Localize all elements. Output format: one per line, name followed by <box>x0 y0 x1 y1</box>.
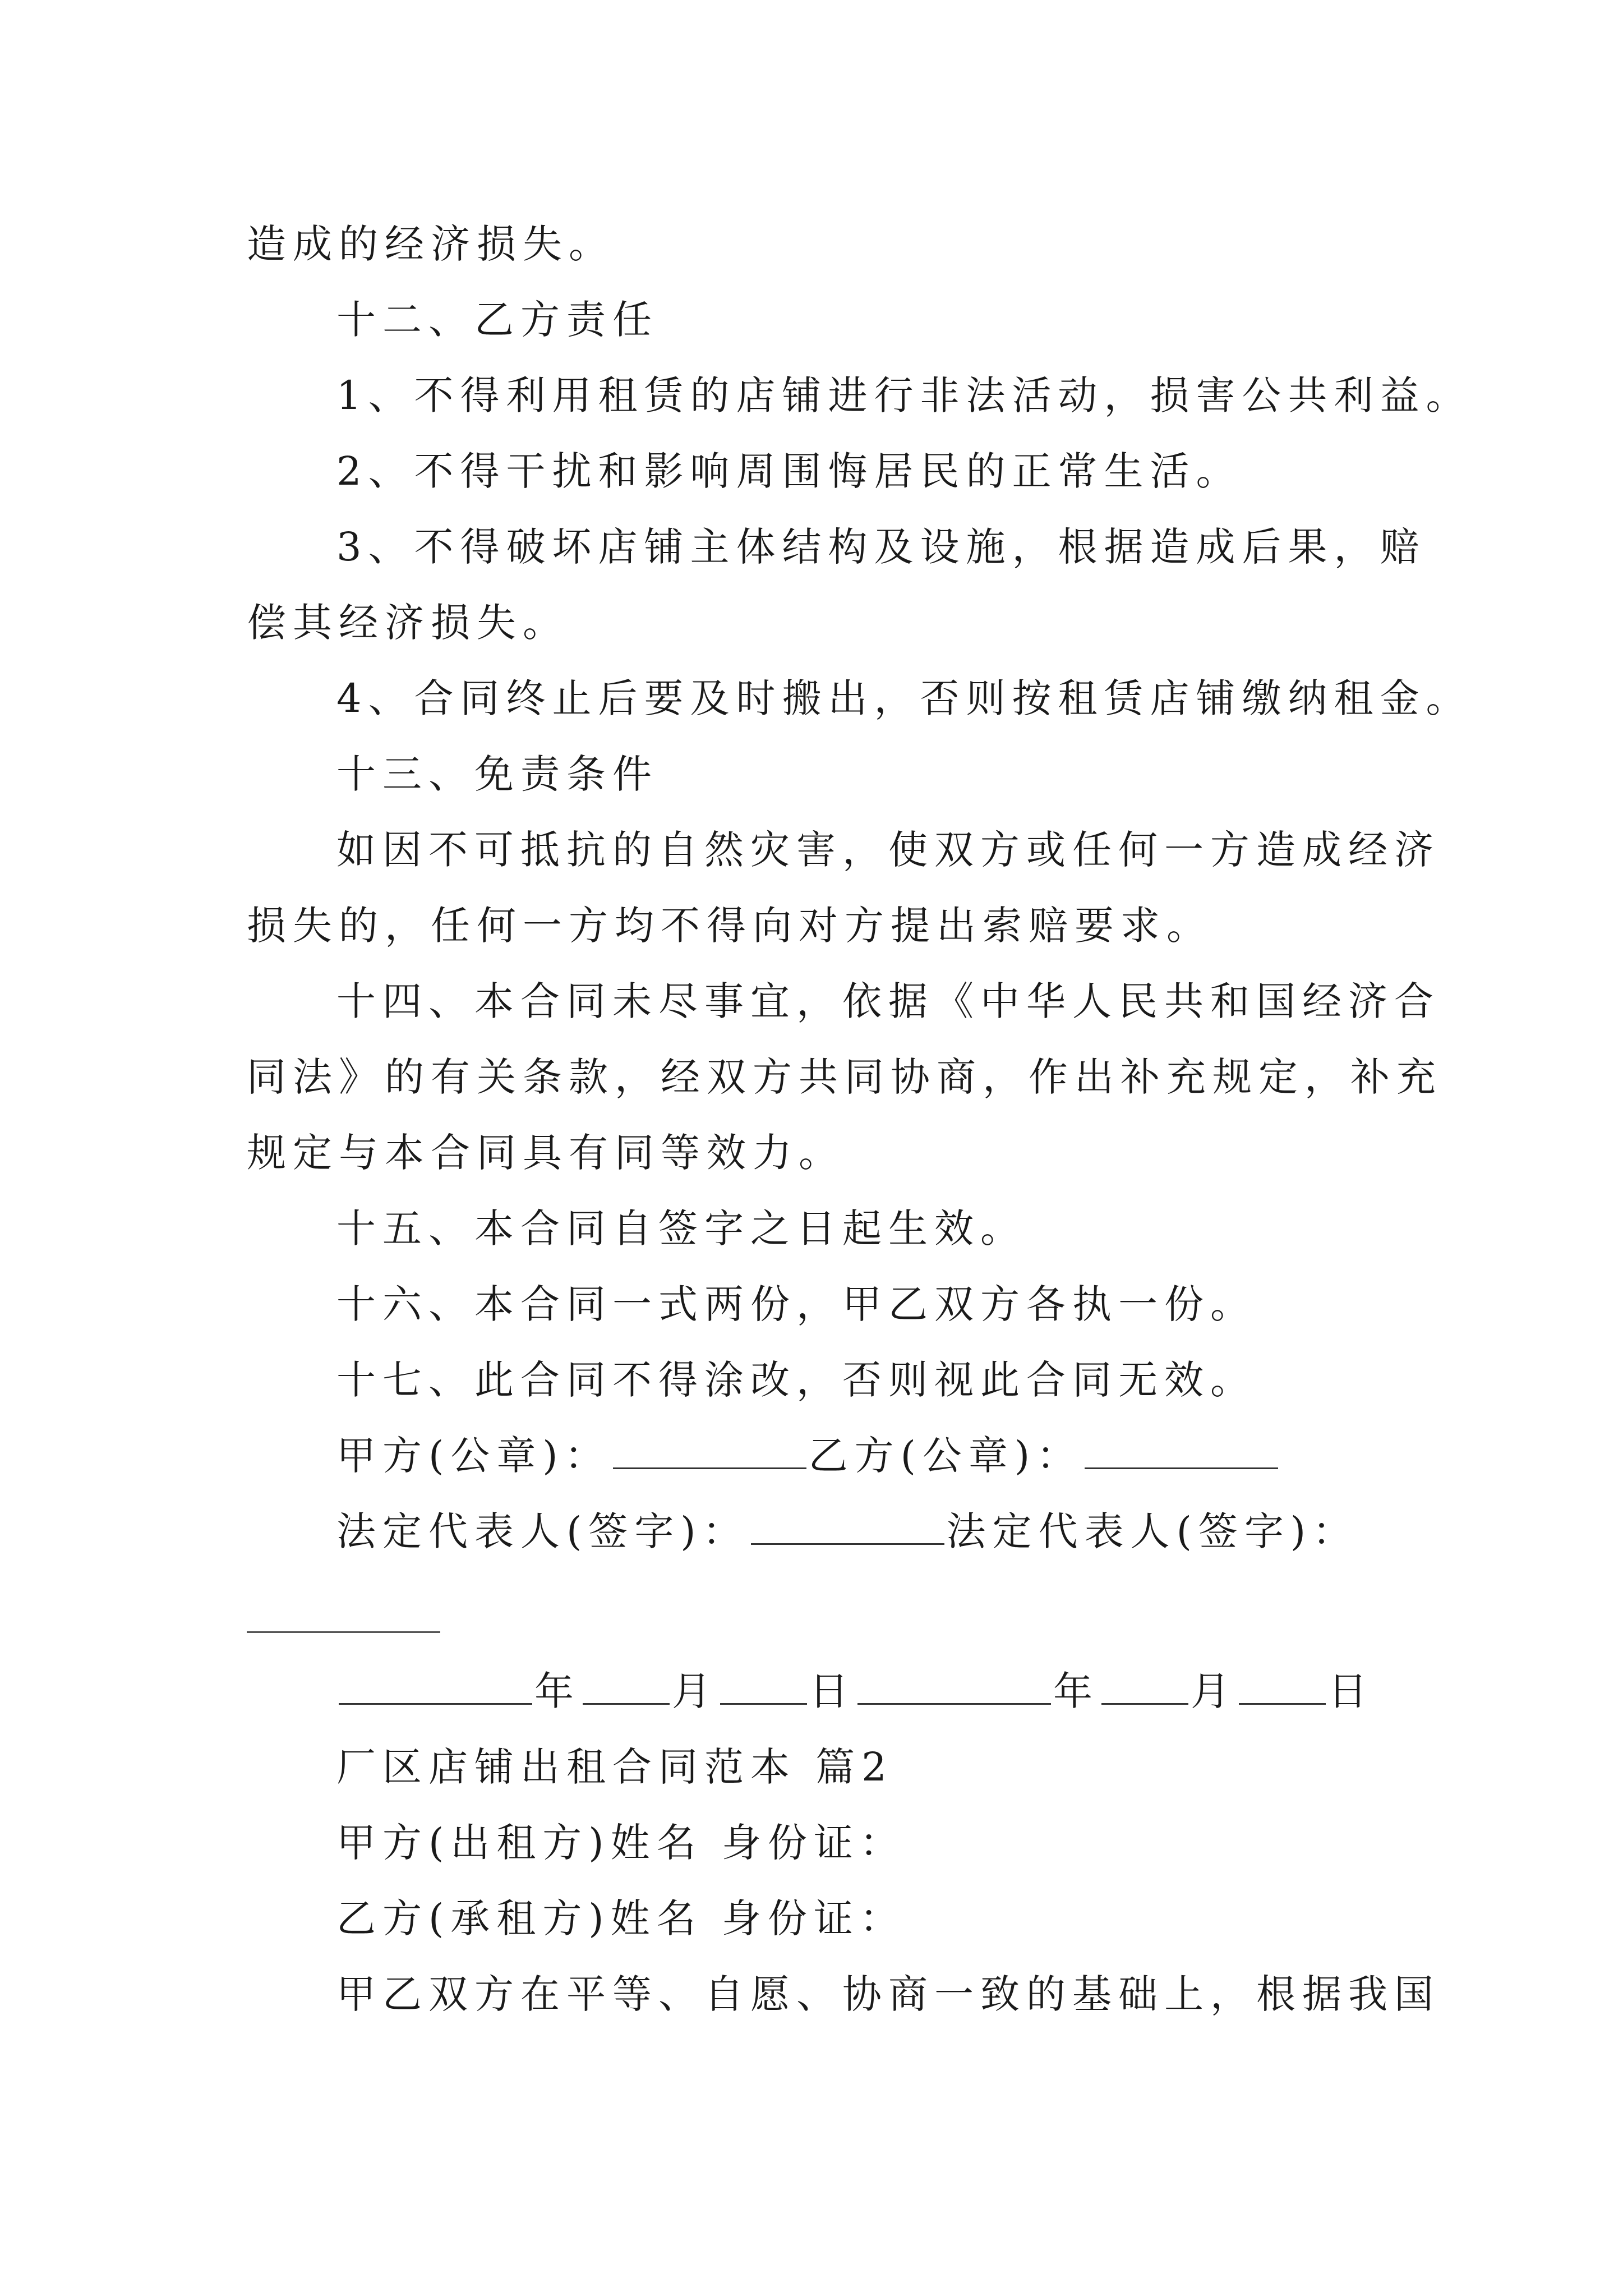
party-a-info: 甲方(出租方)姓名 身份证： <box>336 1820 906 1866</box>
rep-a-blank <box>751 1510 944 1545</box>
section-heading-12: 十二、乙方责任 <box>336 297 658 343</box>
year-a-blank <box>339 1669 532 1705</box>
month-b-blank <box>1101 1669 1188 1705</box>
text-line: 偿其经济损失。 <box>247 600 569 646</box>
month-b-label: 月 <box>1191 1668 1237 1714</box>
text-line: 造成的经济损失。 <box>247 221 615 267</box>
section-heading-16: 十六、本合同一式两份，甲乙双方各执一份。 <box>336 1281 1256 1327</box>
clause-item: 3、不得破坏店铺主体结构及设施，根据造成后果，赔 <box>336 524 1426 570</box>
seal-row <box>336 1428 1514 1484</box>
text-line: 同法》的有关条款，经双方共同协商，作出补充规定，补充 <box>247 1054 1442 1100</box>
day-b-label: 日 <box>1328 1668 1374 1714</box>
rep-b-blank <box>247 1631 440 1633</box>
party-a-seal-blank <box>613 1434 806 1469</box>
representative-row <box>336 1503 1514 1559</box>
year-b-label: 年 <box>1053 1668 1099 1714</box>
section-heading-14: 十四、本合同未尽事宜，依据《中华人民共和国经济合 <box>336 978 1440 1024</box>
clause-item: 1、不得利用租赁的店铺进行非法活动，损害公共利益。 <box>336 372 1472 418</box>
date-row <box>336 1663 1514 1719</box>
clause-item: 2、不得干扰和影响周围悔居民的正常生活。 <box>336 448 1242 494</box>
party-b-seal-label: 乙方(公章)： <box>808 1433 1083 1479</box>
paragraph-line: 如因不可抵抗的自然灾害，使双方或任何一方造成经济 <box>336 827 1440 873</box>
intro-paragraph-line: 甲乙双方在平等、自愿、协商一致的基础上，根据我国 <box>336 1971 1440 2017</box>
text-line: 规定与本合同具有同等效力。 <box>247 1130 845 1176</box>
section-heading-13: 十三、免责条件 <box>336 751 658 797</box>
party-b-seal-blank <box>1085 1434 1278 1469</box>
month-a-blank <box>583 1669 670 1705</box>
rep-b-label: 法定代表人(签字)： <box>946 1508 1359 1554</box>
day-a-label: 日 <box>809 1668 855 1714</box>
section-heading-15: 十五、本合同自签字之日起生效。 <box>336 1205 1026 1251</box>
year-a-label: 年 <box>534 1668 580 1714</box>
party-b-info: 乙方(承租方)姓名 身份证： <box>336 1895 906 1941</box>
section-2-title: 厂区店铺出租合同范本 篇2 <box>336 1744 893 1790</box>
party-a-seal-label: 甲方(公章)： <box>336 1433 611 1479</box>
day-b-blank <box>1239 1669 1326 1705</box>
clause-item: 4、合同终止后要及时搬出，否则按租赁店铺缴纳租金。 <box>336 675 1472 721</box>
rep-a-label: 法定代表人(签字)： <box>336 1508 749 1554</box>
month-a-label: 月 <box>672 1668 718 1714</box>
year-b-blank <box>857 1669 1051 1705</box>
day-a-blank <box>720 1669 807 1705</box>
section-heading-17: 十七、此合同不得涂改，否则视此合同无效。 <box>336 1357 1256 1403</box>
text-line: 损失的，任何一方均不得向对方提出索赔要求。 <box>247 903 1212 949</box>
